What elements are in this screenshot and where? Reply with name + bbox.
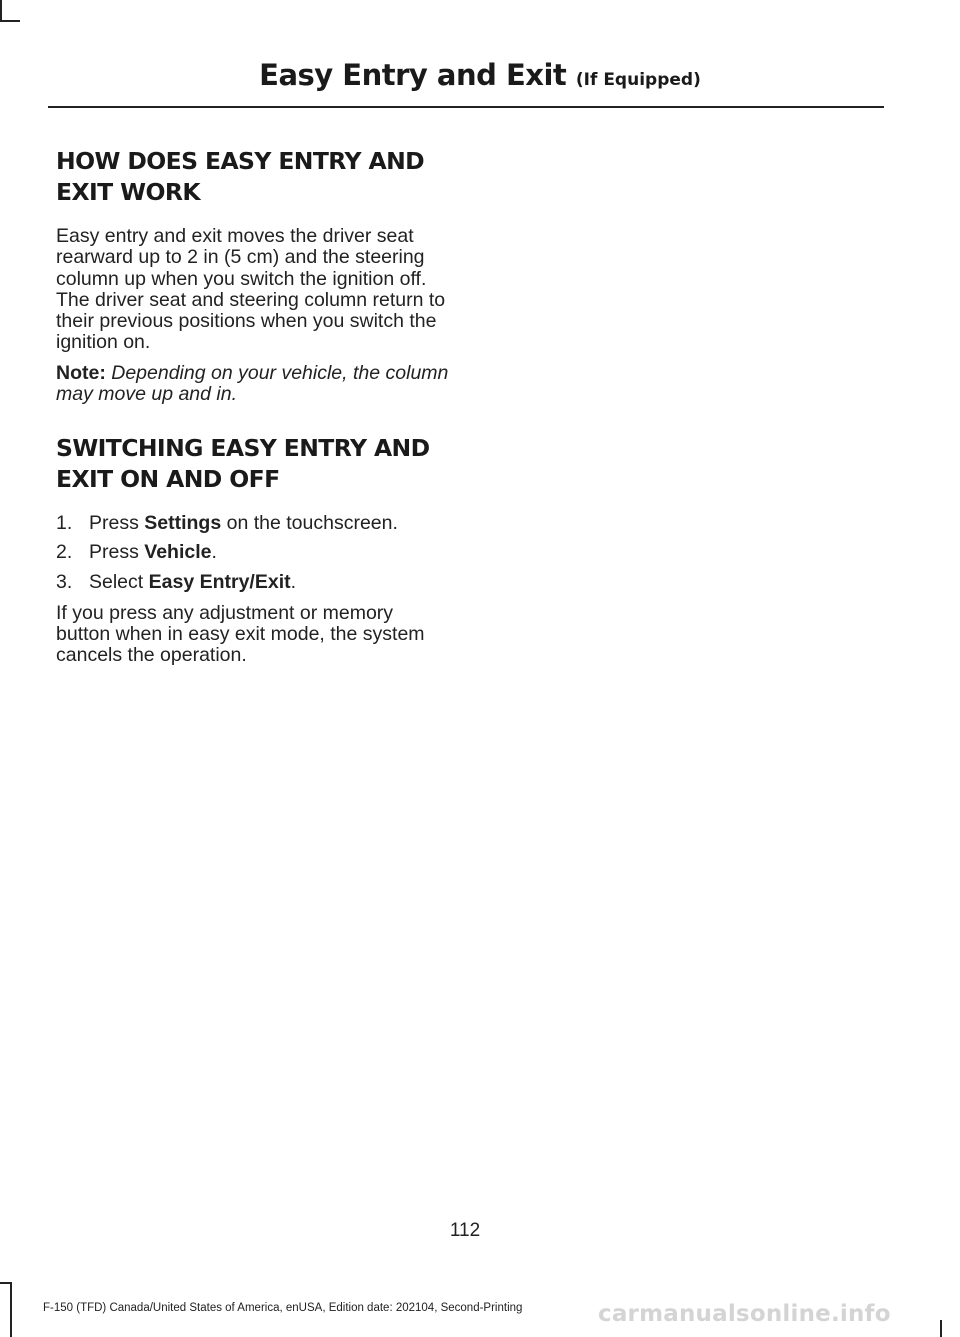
edition-footer: F-150 (TFD) Canada/United States of America, enUSA, Edition date: 202104, Second-Printing — [43, 1302, 523, 1314]
section-heading — [56, 433, 451, 495]
section-body: Easy entry and exit moves the driver seat rearward up to 2 in (5 cm) and the steering column up when you switch the ignition off. The driver seat and steering column return to their previous positions when you switch the ignition on. — [56, 225, 446, 354]
list-item — [56, 513, 451, 534]
page-number: 112 — [449, 1220, 481, 1241]
header-title-suffix: (If Equipped) — [575, 70, 701, 90]
section-switching — [56, 433, 451, 667]
step-number: 2. — [56, 541, 73, 564]
list-item — [56, 542, 451, 563]
step-bold-term: Settings — [144, 512, 222, 534]
steps-list — [56, 513, 451, 593]
step-bold-term: Easy Entry/Exit — [148, 570, 291, 593]
step-text: Select — [89, 570, 149, 593]
step-text: Press — [89, 541, 145, 564]
watermark: carmanualsonline.info — [598, 1301, 891, 1327]
crop-mark — [0, 1282, 12, 1284]
header-divider — [48, 106, 884, 108]
step-text: . — [290, 570, 297, 593]
crop-mark — [10, 1282, 12, 1337]
step-text: Press — [89, 512, 145, 534]
page-header-title — [0, 58, 960, 92]
section-heading-line: HOW DOES EASY ENTRY AND — [56, 147, 425, 175]
header-title-text: Easy Entry and Exit — [259, 58, 567, 92]
crop-mark — [940, 1320, 942, 1337]
step-bold-term: Vehicle — [144, 541, 212, 564]
step-text: on the touchscreen. — [221, 512, 398, 534]
section-heading-line: EXIT ON AND OFF — [56, 465, 280, 493]
step-text: . — [211, 541, 217, 564]
section-heading-line: SWITCHING EASY ENTRY AND — [56, 434, 430, 462]
section-heading-line: EXIT WORK — [56, 178, 200, 206]
section-body: If you press any adjustment or memory button when in easy exit mode, the system cancels the operation. — [56, 601, 425, 667]
section-heading — [56, 146, 451, 208]
note — [56, 363, 451, 406]
crop-mark — [0, 0, 2, 20]
step-number: 1. — [56, 512, 73, 534]
step-number: 3. — [56, 570, 73, 593]
note-label: Note: — [56, 361, 106, 384]
section-how-it-works — [56, 146, 451, 405]
list-item — [56, 572, 451, 593]
crop-mark — [0, 20, 20, 22]
note-text: Depending on your vehicle, the column may move up and in. — [56, 361, 449, 406]
